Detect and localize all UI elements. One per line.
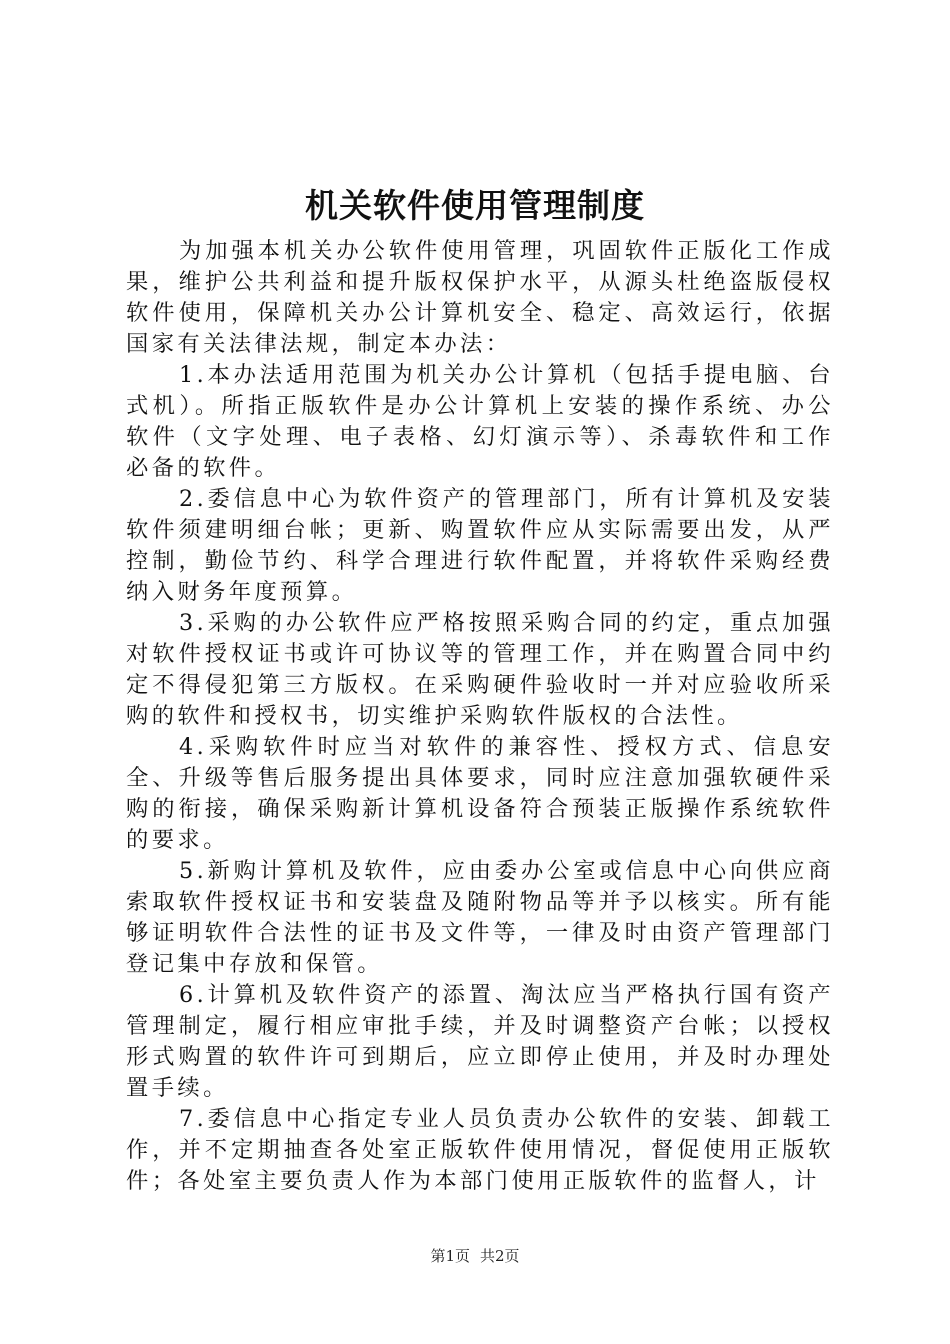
page-number: 第1页: [430, 1247, 470, 1265]
clause-3-paragraph: 3.采购的办公软件应严格按照采购合同的约定，重点加强对软件授权证书或许可协议等的管理工作，并在购置合同中约定不得侵犯第三方版权。在采购硬件验收时一并对应验收所采购的软件和授权书，切实维护采购软件版权的合法性。: [126, 610, 834, 729]
intro-paragraph: 为加强本机关办公软件使用管理，巩固软件正版化工作成果，维护公共利益和提升版权保护水平，从源头杜绝盗版侵权软件使用，保障机关办公计算机安全、稳定、高效运行，依据国家有关法律法规，制定本办法：: [126, 238, 834, 357]
document-body: [126, 236, 834, 1197]
document-title: 机关软件使用管理制度: [305, 186, 645, 225]
clause-4-paragraph: 4.采购软件时应当对软件的兼容性、授权方式、信息安全、升级等售后服务提出具体要求，同时应注意加强软硬件采购的衔接，确保采购新计算机设备符合预装正版操作系统软件的要求。: [126, 734, 834, 853]
clause-1-paragraph: 1.本办法适用范围为机关办公计算机（包括手提电脑、台式机）。所指正版软件是办公计算机上安装的操作系统、办公软件（文字处理、电子表格、幻灯演示等）、杀毒软件和工作必备的软件。: [126, 362, 834, 481]
clause-7-paragraph: 7.委信息中心指定专业人员负责办公软件的安装、卸载工作，并不定期抽查各处室正版软件使用情况，督促使用正版软件；各处室主要负责人作为本部门使用正版软件的监督人，计: [126, 1106, 834, 1194]
clause-2-paragraph: 2.委信息中心为软件资产的管理部门，所有计算机及安装软件须建明细台帐；更新、购置软件应从实际需要出发，从严控制，勤俭节约、科学合理进行软件配置，并将软件采购经费纳入财务年度预算。: [126, 486, 834, 605]
clause-6-paragraph: 6.计算机及软件资产的添置、淘汰应当严格执行国有资产管理制定，履行相应审批手续，并及时调整资产台帐；以授权形式购置的软件许可到期后，应立即停止使用，并及时办理处置手续。: [126, 982, 834, 1101]
clause-5-paragraph: 5.新购计算机及软件，应由委办公室或信息中心向供应商索取软件授权证书和安装盘及随附物品等并予以核实。所有能够证明软件合法性的证书及文件等，一律及时由资产管理部门登记集中存放和保管。: [126, 858, 834, 977]
page-footer: [0, 1246, 950, 1266]
page-total: 共2页: [480, 1247, 520, 1265]
